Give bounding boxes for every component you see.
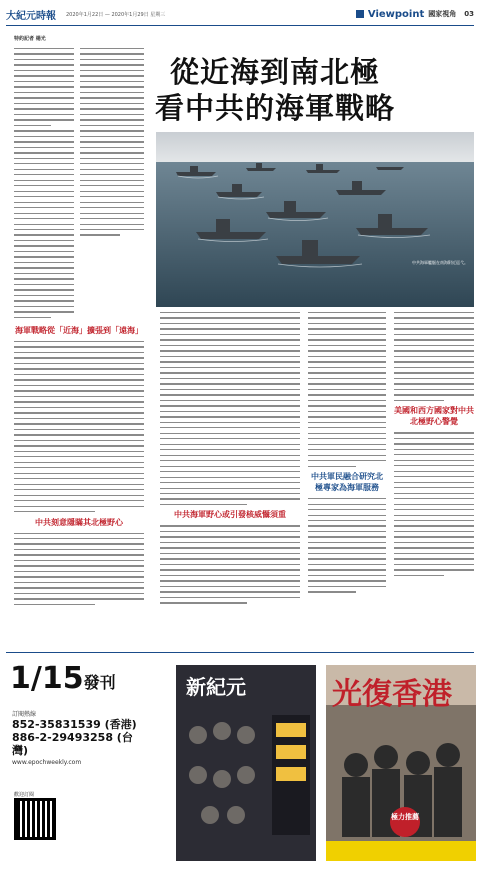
fleet-photo-image xyxy=(156,132,474,307)
issue-launch-date xyxy=(10,661,116,696)
subscription-ad xyxy=(6,652,474,867)
fleet-photo xyxy=(156,132,474,307)
magazine-cover-1[interactable] xyxy=(176,665,316,861)
headline-line-2: 看中共的海軍戰略 xyxy=(154,91,395,125)
header-divider xyxy=(6,25,474,26)
recommend-badge: 極力推薦 xyxy=(390,807,420,837)
phone-hongkong[interactable]: 852-35831539 (香港) xyxy=(12,718,137,731)
headline xyxy=(140,54,410,126)
subhead-2: 中共刻意隱瞞其北極野心 xyxy=(35,516,123,527)
section-label: 國家視角 xyxy=(428,10,457,18)
subscribe-label: 訂閱熱線 xyxy=(12,711,37,718)
newspaper-logo: 大紀元時報 xyxy=(6,10,56,22)
magazine-1-title: 新紀元 xyxy=(186,675,246,699)
section-header xyxy=(356,9,474,20)
subscription-info xyxy=(12,709,142,766)
launch-date-number: 1/15 xyxy=(10,661,84,696)
article-column-2 xyxy=(80,48,144,240)
magazine-cover-2[interactable] xyxy=(326,665,476,861)
magazine-2-title: 光復香港 xyxy=(332,677,452,712)
masthead xyxy=(6,4,474,24)
article-column-4 xyxy=(308,312,386,597)
qr-label: 歡迎訂閱 xyxy=(14,792,35,798)
byline: 特約記者 楊光 xyxy=(14,36,46,42)
article-left-lower xyxy=(14,322,144,609)
subhead-4: 中共軍民融合研究北極專家為海軍服務 xyxy=(311,471,383,493)
subhead-5: 美國和西方國家對中共北極野心警覺 xyxy=(394,405,474,427)
issue-date: 2020年1月22日 — 2020年1月29日 星期三 xyxy=(66,11,166,18)
article-column-1 xyxy=(14,48,74,322)
website-link[interactable]: www.epochweekly.com xyxy=(12,759,82,766)
article-column-5 xyxy=(394,312,474,580)
photo-caption: 中共海軍艦艇在南海附近巡弋。 xyxy=(412,260,468,265)
brand-label: Viewpoint xyxy=(367,8,425,20)
subhead-3: 中共海軍野心或引發核威懾須重 xyxy=(174,509,286,520)
viewpoint-square-icon xyxy=(356,10,364,18)
launch-suffix: 發刊 xyxy=(83,673,116,692)
qr-code-icon[interactable] xyxy=(14,798,56,840)
page-number: 03 xyxy=(464,10,474,18)
magazine-1-portraits xyxy=(176,665,316,861)
article-column-3 xyxy=(160,312,300,608)
phone-taiwan[interactable]: 886-2-29493258 (台灣) xyxy=(12,731,133,757)
headline-line-1: 從近海到南北極 xyxy=(169,55,380,89)
subhead-1: 海軍戰略從「近海」擴張到「遠海」 xyxy=(15,325,143,335)
